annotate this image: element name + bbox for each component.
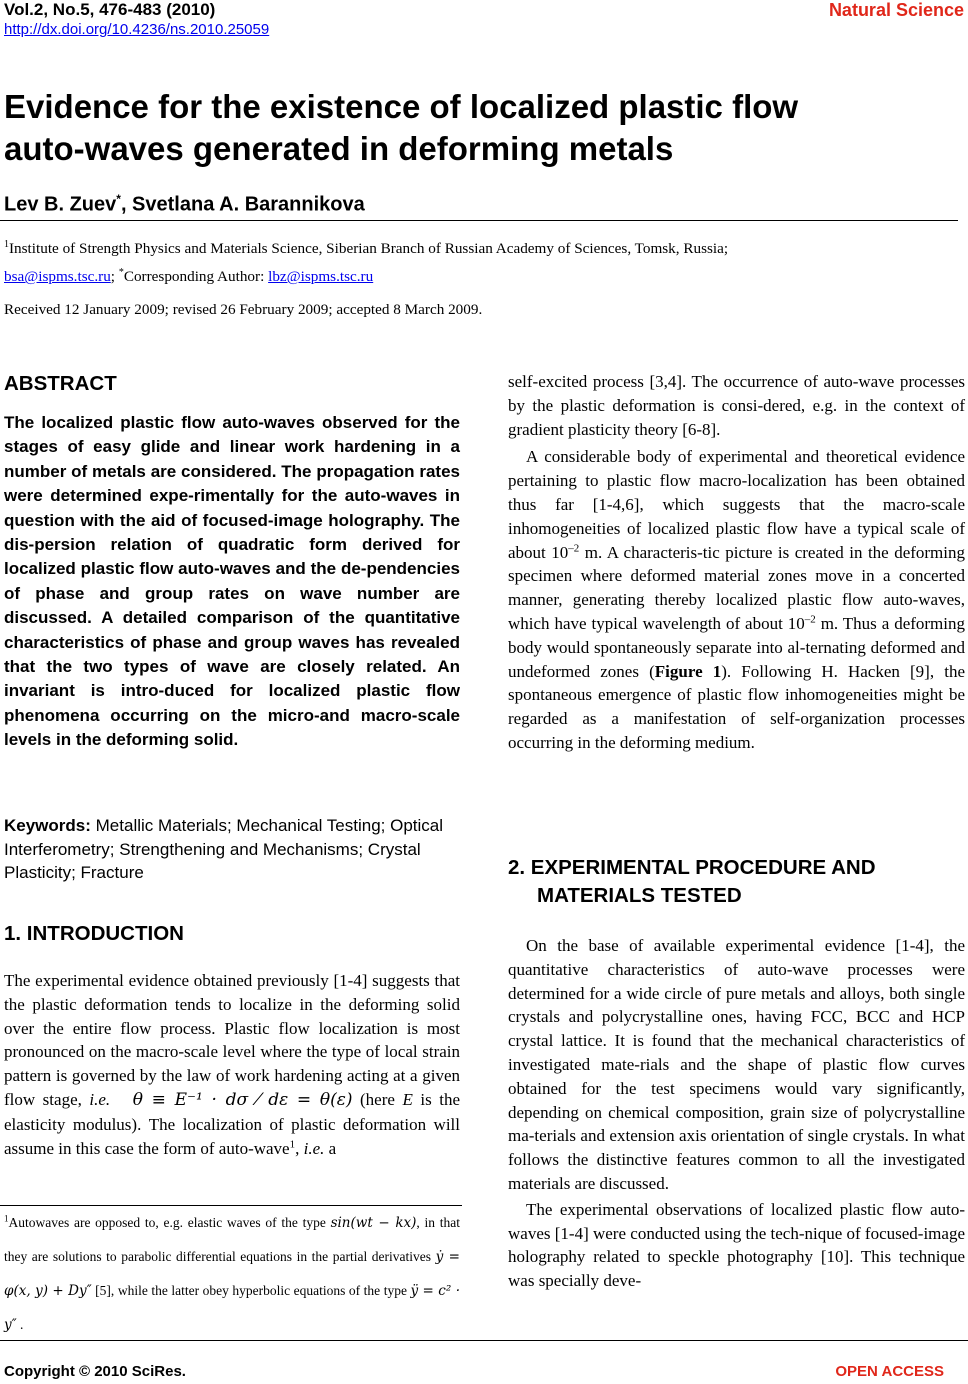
footnote-ref[interactable]: 1	[289, 1137, 296, 1150]
footnote-text-1: Autowaves are opposed to, e.g. elastic waves of the type	[8, 1215, 331, 1230]
section-2-heading-line-2: MATERIALS TESTED	[537, 884, 742, 907]
journal-volume-info: Vol.2, No.5, 476-483 (2010)	[4, 0, 216, 19]
intro-text-c: is the elasticity modulus). The localization of plastic deformation will assume in this case the form of auto-wave	[4, 1089, 461, 1158]
affiliation-mark: 1	[4, 239, 9, 250]
author-2: , Svetlana A. Barannikova	[120, 193, 365, 216]
paragraph-holography: The experimental observations of localized plastic flow auto-waves [1-4] were conducted using the tech-nique of focused-image holography related to speckle photography [10]. This technique was specially deve-	[508, 1199, 965, 1291]
keywords	[4, 814, 460, 885]
exponent-1: –2	[568, 541, 580, 554]
email-link-1[interactable]: bsa@ispms.tsc.ru	[4, 268, 111, 286]
copyright: Copyright © 2010 SciRes.	[4, 1363, 186, 1380]
affiliation	[4, 233, 954, 289]
title-line-1: Evidence for the existence of localized plastic flow	[4, 88, 799, 125]
work-hardening-formula: θ ≡ E⁻¹ · dσ ⁄ dε = θ(ε)	[132, 1089, 353, 1110]
footnote-formula-3: ÿ = c² · y″	[4, 1283, 460, 1333]
intro-text-a: The experimental evidence obtained previously [1-4] suggests that the plastic deformation tends to localize in the deforming solid over the entire flow process. Plastic flow localization is most pronounced on the macro-scale level where the type of local strain pattern is governed by the law of work hardening acting at a given flow stage,	[4, 971, 460, 1109]
intro-heading: 1. INTRODUCTION	[4, 922, 184, 945]
author-1: Lev B. Zuev	[4, 193, 117, 216]
paragraph-characteristics: On the base of available experimental evidence [1-4], the quantitative characteristics of auto-wave processes were determined for a wide circle of pure metals and alloys, both single crystals and polycrystalline ones, having FCC, BCC and HCP crystal lattice. It is found that the mechanical characteristics of investigated mate-rials and the shape of plastic flow curves obtained for the test specimens would vary significantly, depending on chemical composition, grain size of polycrystalline ma-terials and extension axis orientation of single crystals. In what follows the distinctive features common to all the investigated materials are discussed.	[508, 936, 965, 1193]
macro-text-c: m. Thus a deforming body would spontaneously separate into al-ternating deformed and undeformed zones (	[508, 613, 966, 681]
header-rule	[0, 220, 958, 221]
intro-text-d: ,	[295, 1138, 304, 1158]
journal-name: Natural Science	[828, 0, 964, 20]
intro-text-e: a	[324, 1138, 337, 1158]
intro-text-b: (here	[352, 1089, 403, 1109]
keywords-text: Metallic Materials; Mechanical Testing; Optical Interferometry; Strengthening and Mechanisms; Crystal Plasticity; Fracture	[4, 816, 444, 882]
intro-paragraph	[4, 969, 460, 1160]
author-list	[4, 192, 365, 217]
section-2-heading	[508, 854, 965, 910]
email-link-2[interactable]: lbz@ispms.tsc.ru	[268, 268, 374, 286]
corresponding-mark-2: *	[118, 267, 124, 279]
email-separator: ;	[110, 268, 119, 286]
title-line-2: auto-waves generated in deforming metals	[4, 130, 674, 167]
paragraph-macro-localization	[508, 445, 965, 754]
paper-title	[4, 86, 954, 170]
exponent-2: –2	[804, 613, 816, 626]
macro-text-d: ). Following H. Hacken [9], the spontaneous emergence of plastic flow inhomogeneities might be regarded as a manifestation of self-organization processes occurring in the deforming medium.	[508, 661, 965, 752]
doi-link[interactable]: http://dx.doi.org/10.4236/ns.2010.25059	[4, 21, 270, 38]
affiliation-text: Institute of Strength Physics and Materials Science, Siberian Branch of Russian Academy of Sciences, Tomsk, Russia;	[9, 240, 729, 258]
footer-rule	[0, 1340, 968, 1341]
abstract-heading: ABSTRACT	[4, 372, 117, 395]
footnote-formula-1: sin(wt − kx)	[330, 1215, 417, 1231]
section-2-text	[508, 934, 965, 1293]
open-access-label: OPEN ACCESS	[835, 1363, 944, 1380]
intro-symbol-e: E	[402, 1089, 413, 1109]
footnote-mark: 1	[4, 1213, 9, 1224]
footnote-text-3: [5], while the latter obey hyperbolic equations of the type	[91, 1283, 411, 1298]
footnote-formula-2: ẏ = φ(x, y) + Dy″	[4, 1249, 460, 1299]
macro-text-b: m. A characteris-tic picture is created in the deforming specimen where deformed material zones move in a concerted manner, generating thereby localized plastic flow auto-waves, which have typical wavelength of about 10	[508, 542, 966, 633]
received-dates: Received 12 January 2009; revised 26 February 2009; accepted 8 March 2009.	[4, 301, 483, 318]
footnote-text-2: , in that they are solutions to parabolic differential equations in the partial derivatives	[4, 1215, 460, 1264]
intro-ie: i.e.	[89, 1089, 111, 1109]
corresponding-label: Corresponding Author:	[123, 268, 269, 286]
figure-1-ref[interactable]: Figure 1	[654, 661, 722, 681]
macro-text-a: A considerable body of experimental and theoretical evidence pertaining to plastic flow macro-localization has been obtained thus far [1-4,6], which suggests that the macro-scale inhomogeneities of localized plastic flow have a typical scale of about 10	[508, 447, 965, 562]
abstract-text: The localized plastic flow auto-waves observed for the stages of easy glide and linear work hardening in a number of metals are considered. The propagation rates were determined expe-rimentally for the auto-waves in question with the aid of focused-image holography. The dis-persion relation of quadratic form derived for localized plastic flow auto-waves and the de-pendencies of phase and group rates on wave number are discussed. A detailed comparison of the quantitative characteristics of phase and group waves has revealed that the two types of wave are closely related. An invariant is intro-duced for localized plastic flow phenomena occurring on the micro-and macro-scale levels in the deforming solid.	[4, 413, 460, 750]
keywords-label: Keywords:	[4, 816, 91, 835]
intro-ie-2: i.e.	[303, 1138, 325, 1158]
paragraph-self-excited: self-excited process [3,4]. The occurrence of auto-wave processes by the plastic deformation is consi-dered, e.g. in the context of gradient plasticity theory [6-8].	[508, 372, 965, 439]
footnote	[4, 1206, 460, 1342]
right-column-text	[508, 370, 965, 755]
section-2-heading-line-1: 2. EXPERIMENTAL PROCEDURE AND	[508, 856, 876, 879]
footnote-text-4: .	[16, 1317, 24, 1332]
corresponding-mark: *	[116, 192, 121, 206]
